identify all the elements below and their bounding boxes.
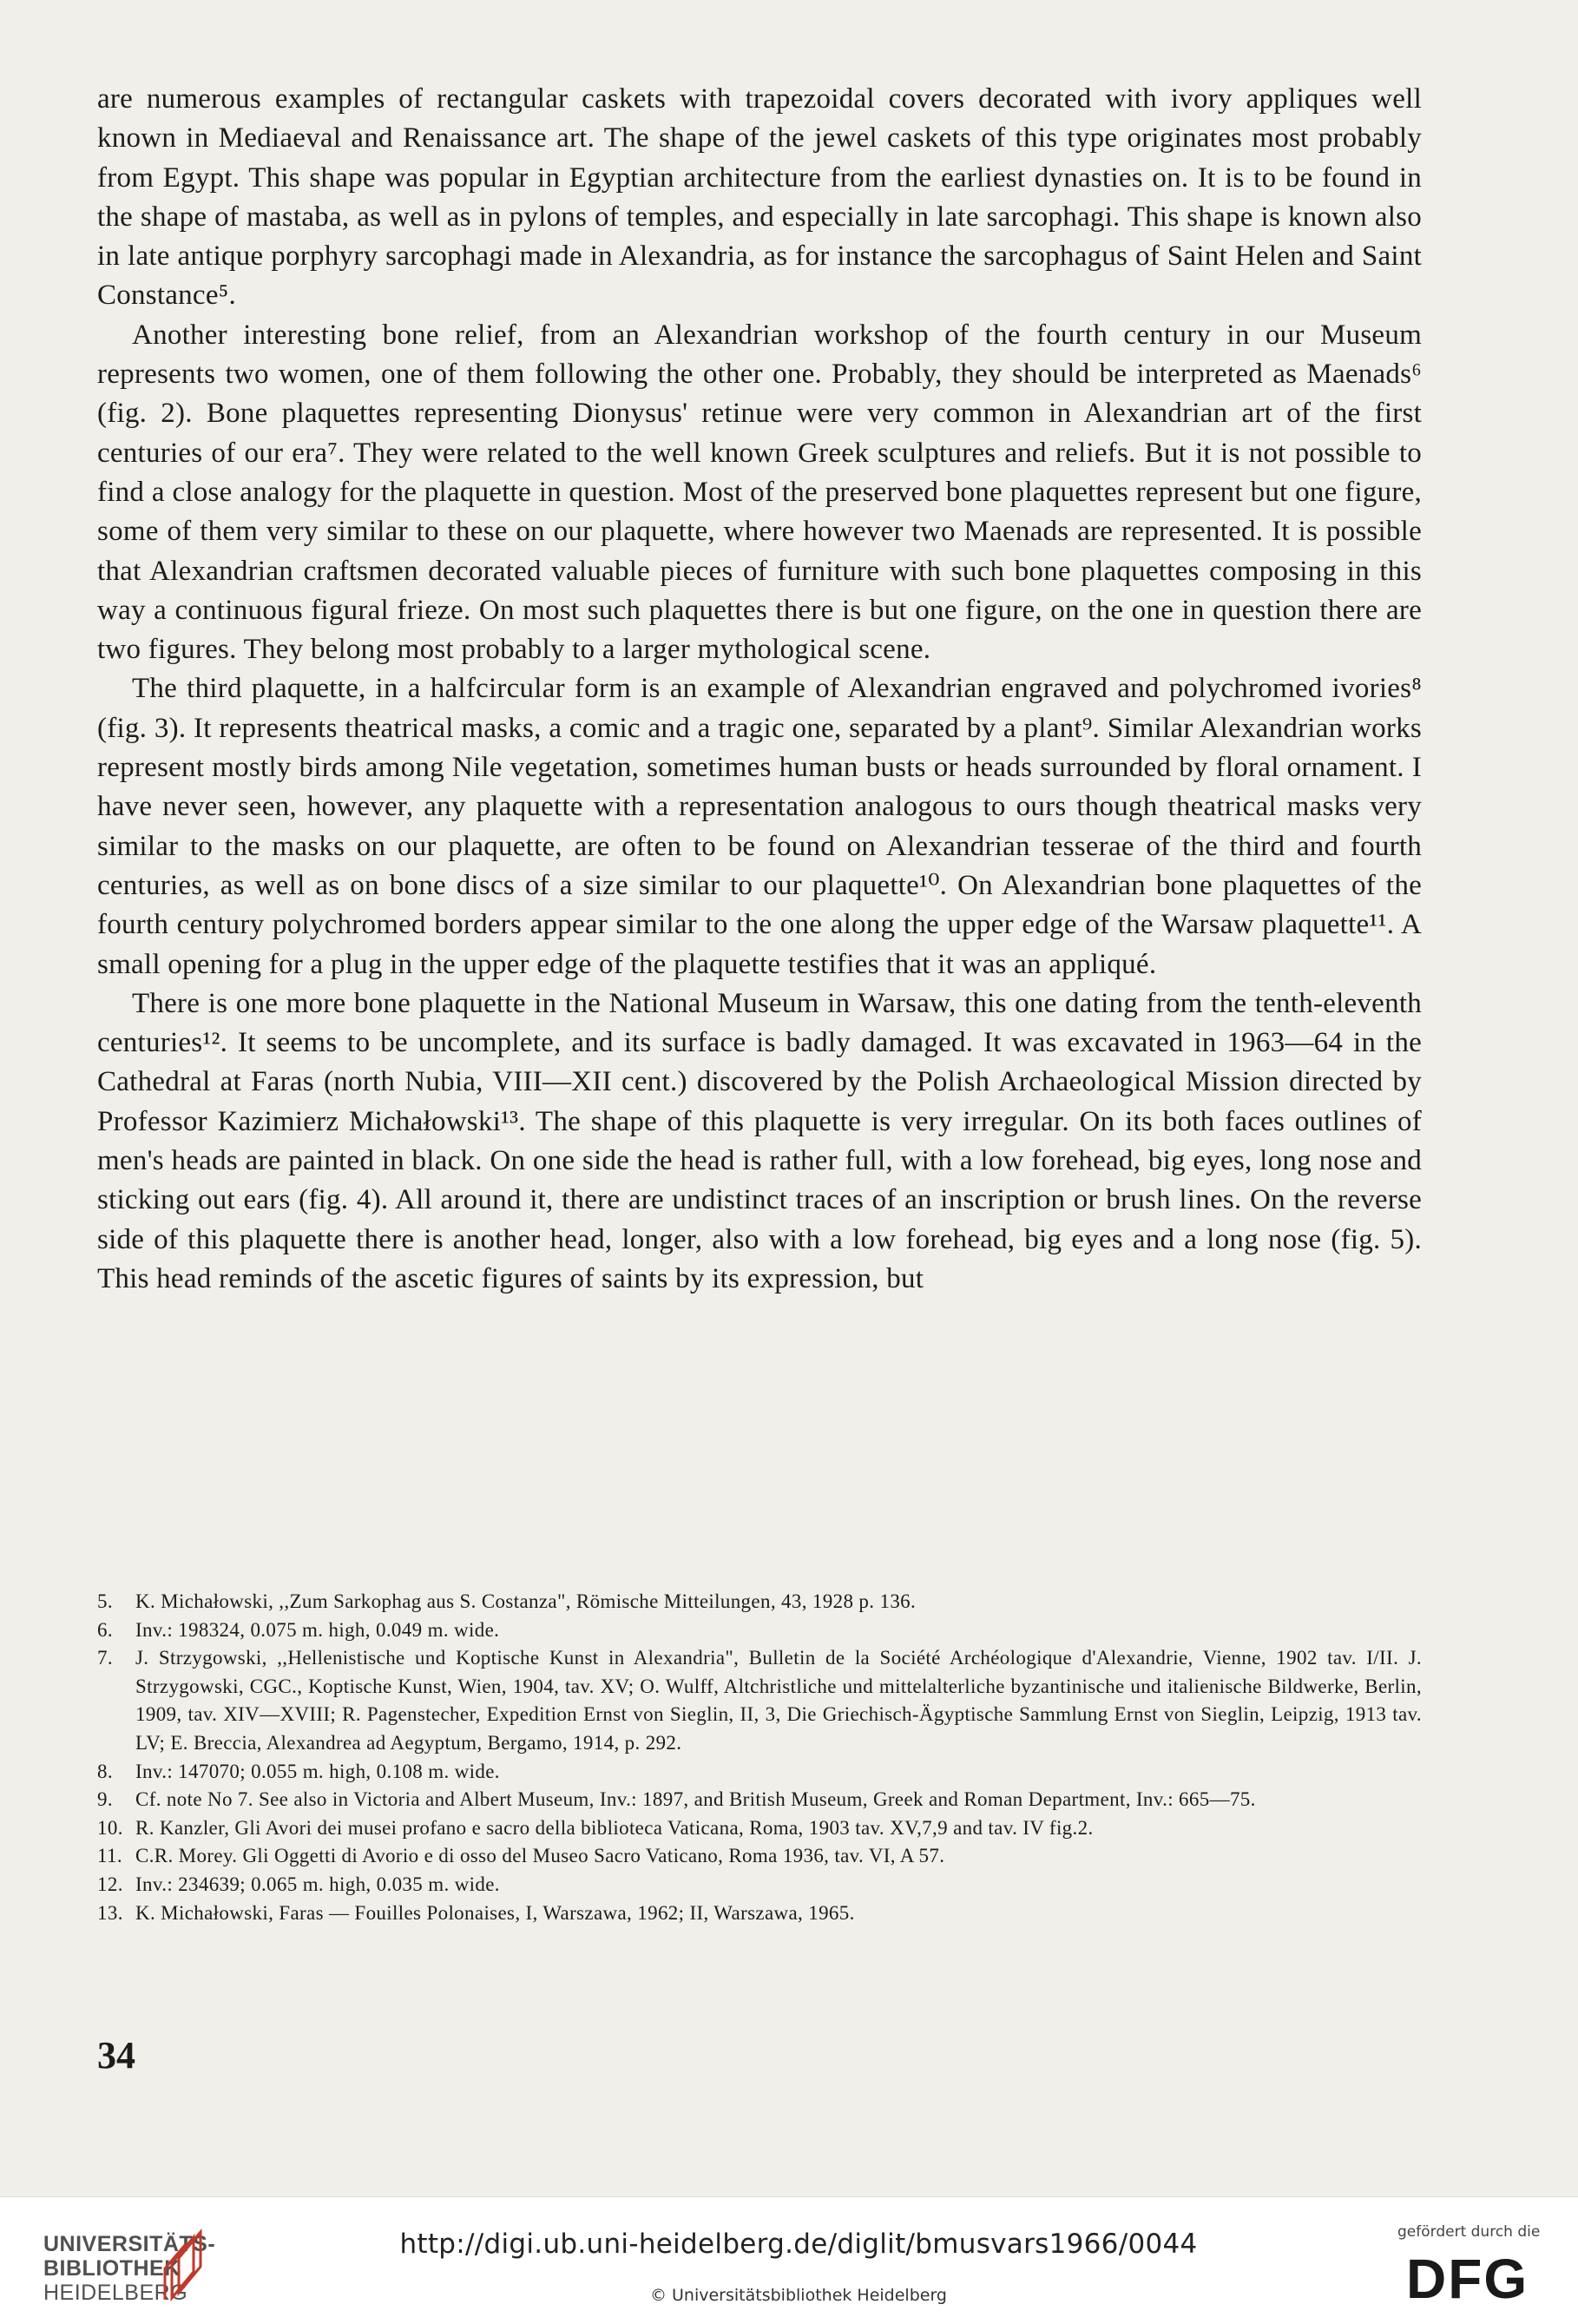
- library-logo-icon: [161, 2223, 214, 2301]
- footer-bar: [0, 2196, 1578, 2324]
- footnote-number: 13.: [97, 1901, 123, 1924]
- footnote-12: [97, 1871, 1422, 1899]
- body-text: [97, 80, 1422, 1299]
- footnote-8: [97, 1758, 1422, 1787]
- footnote-text: C.R. Morey. Gli Oggetti di Avorio e di osso del Museo Sacro Vaticano, Roma 1936, tav. VI, A 57.: [135, 1845, 945, 1867]
- library-name-line: BIBLIOTHEK: [43, 2256, 181, 2281]
- footnote-number: 12.: [97, 1873, 123, 1895]
- footnote-text: Inv.: 234639; 0.065 m. high, 0.035 m. wide.: [135, 1873, 500, 1895]
- permalink-url[interactable]: http://digi.ub.uni-heidelberg.de/diglit/bmusvars1966/0044: [399, 2229, 1198, 2260]
- library-name-line: HEIDELBERG: [43, 2281, 188, 2305]
- footnote-number: 8.: [97, 1760, 113, 1782]
- library-name-line: UNIVERSITÄTS-: [43, 2232, 216, 2256]
- copyright-notice: © Universitätsbibliothek Heidelberg: [649, 2286, 947, 2305]
- paragraph-1: are numerous examples of rectangular caskets with trapezoidal covers decorated with ivory appliques well known in Mediaeval and Renaissance art. The shape of the jewel caskets of this type originates most probably from Egypt. This shape was popular in Egyptian architecture from the earliest dynasties on. It is to be found in the shape of mastaba, as well as in pylons of temples, and especially in late sarcophagi. This shape is known also in late antique porphyry sarcophagi made in Alexandria, as for instance the sarcophagus of Saint Helen and Saint Constance⁵.: [97, 83, 1422, 312]
- footnote-text: Cf. note No 7. See also in Victoria and Albert Museum, Inv.: 1897, and British Museum, Greek and Roman Department, Inv.: 665—75.: [135, 1788, 1256, 1811]
- dfg-logo-icon: [1406, 2251, 1554, 2303]
- paragraph-3: The third plaquette, in a halfcircular form is an example of Alexandrian engraved and polychromed ivories⁸ (fig. 3). It represents theatrical masks, a comic and a tragic one, separated by a plant⁹. Similar Alexandrian works represent mostly birds among Nile vegetation, sometimes human busts or heads surrounded by floral ornament. I have never seen, however, any plaquette with a representation analogous to ours though theatrical masks very similar to the masks on our plaquette, are often to be found on Alexandrian tesserae of the third and fourth centuries, as well as on bone discs of a size similar to our plaquette¹⁰. On Alexandrian bone plaquettes of the fourth century polychromed borders appear similar to the one along the upper edge of the Warsaw plaquette¹¹. A small opening for a plug in the upper edge of the plaquette testifies that it was an appliqué.: [97, 673, 1422, 980]
- footnote-text: J. Strzygowski, ,,Hellenistische und Koptische Kunst in Alexandria", Bulletin de la Société Archéologique d'Alexandrie, Vienne, 1902 tav. I/II. J. Strzygowski, CGC., Koptische Kunst, Wien, 1904, tav. XV; O. Wulff, Altchristliche und mittelalterliche byzantinische und italienische Bildwerke, Berlin, 1909, tav. XIV—XVIII; R. Pagenstecher, Expedition Ernst von Sieglin, II, 3, Die Griechisch-Ägyptische Sammlung Ernst von Sieglin, Leipzig, 1913 tav. LV; E. Breccia, Alexandrea ad Aegyptum, Bergamo, 1914, p. 292.: [135, 1647, 1422, 1754]
- footnote-5: [97, 1588, 1422, 1616]
- footnote-9: [97, 1786, 1422, 1814]
- footnote-text: Inv.: 198324, 0.075 m. high, 0.049 m. wide.: [135, 1618, 500, 1641]
- dfg-logo-text: DFG: [1406, 2251, 1529, 2303]
- footnote-6: [97, 1616, 1422, 1645]
- footnotes: [97, 1588, 1422, 1927]
- paragraph-2: Another interesting bone relief, from an Alexandrian workshop of the fourth century in our Museum represents two women, one of them following the other one. Probably, they should be interpreted as Maenads⁶ (fig. 2). Bone plaquettes representing Dionysus' retinue were very common in Alexandrian art of the first centuries of our era⁷. They were related to the well known Greek sculptures and reliefs. But it is not possible to find a close analogy for the plaquette in question. Most of the preserved bone plaquettes represent but one figure, some of them very similar to these on our plaquette, where however two Maenads are represented. It is possible that Alexandrian craftsmen decorated valuable pieces of furniture with such bone plaquettes composing in this way a continuous figural frieze. On most such plaquettes there is but one figure, on the one in question there are two figures. They belong most probably to a larger mythological scene.: [97, 319, 1422, 666]
- footnote-number: 11.: [97, 1845, 122, 1867]
- paragraph-4: There is one more bone plaquette in the National Museum in Warsaw, this one dating from the tenth-eleventh centuries¹². It seems to be uncomplete, and its surface is badly damaged. It was excavated in 1963—64 in the Cathedral at Faras (north Nubia, VIII—XII cent.) discovered by the Polish Archaeological Mission directed by Professor Kazimierz Michałowski¹³. The shape of this plaquette is very irregular. On its both faces outlines of men's heads are painted in black. On one side the head is rather full, with a low forehead, big eyes, long nose and sticking out ears (fig. 4). All around it, there are undistinct traces of an inscription or brush lines. On the reverse side of this plaquette there is another head, longer, also with a low forehead, big eyes and a long nose (fig. 5). This head reminds of the ascetic figures of saints by its expression, but: [97, 987, 1422, 1294]
- footnote-13: [97, 1899, 1422, 1928]
- footnote-7: [97, 1644, 1422, 1757]
- footnote-11: [97, 1842, 1422, 1871]
- footnote-number: 9.: [97, 1788, 113, 1811]
- footnote-text: K. Michałowski, ,,Zum Sarkophag aus S. Costanza", Römische Mitteilungen, 43, 1928 p. 136.: [135, 1590, 917, 1612]
- footnote-10: [97, 1814, 1422, 1843]
- footnote-text: K. Michałowski, Faras — Fouilles Polonaises, I, Warszawa, 1962; II, Warszawa, 1965.: [135, 1901, 855, 1924]
- funding-caption: gefördert durch die: [1397, 2223, 1541, 2241]
- footnote-text: R. Kanzler, Gli Avori dei musei profano e sacro della biblioteca Vaticana, Roma, 1903 tav. XV,7,9 and tav. IV fig.2.: [135, 1816, 1094, 1839]
- footnote-number: 10.: [97, 1816, 123, 1839]
- footnote-number: 5.: [97, 1590, 113, 1612]
- footnote-text: Inv.: 147070; 0.055 m. high, 0.108 m. wide.: [135, 1760, 500, 1782]
- page-number: 34: [97, 2034, 135, 2077]
- footnote-number: 7.: [97, 1647, 113, 1669]
- footnote-number: 6.: [97, 1618, 113, 1641]
